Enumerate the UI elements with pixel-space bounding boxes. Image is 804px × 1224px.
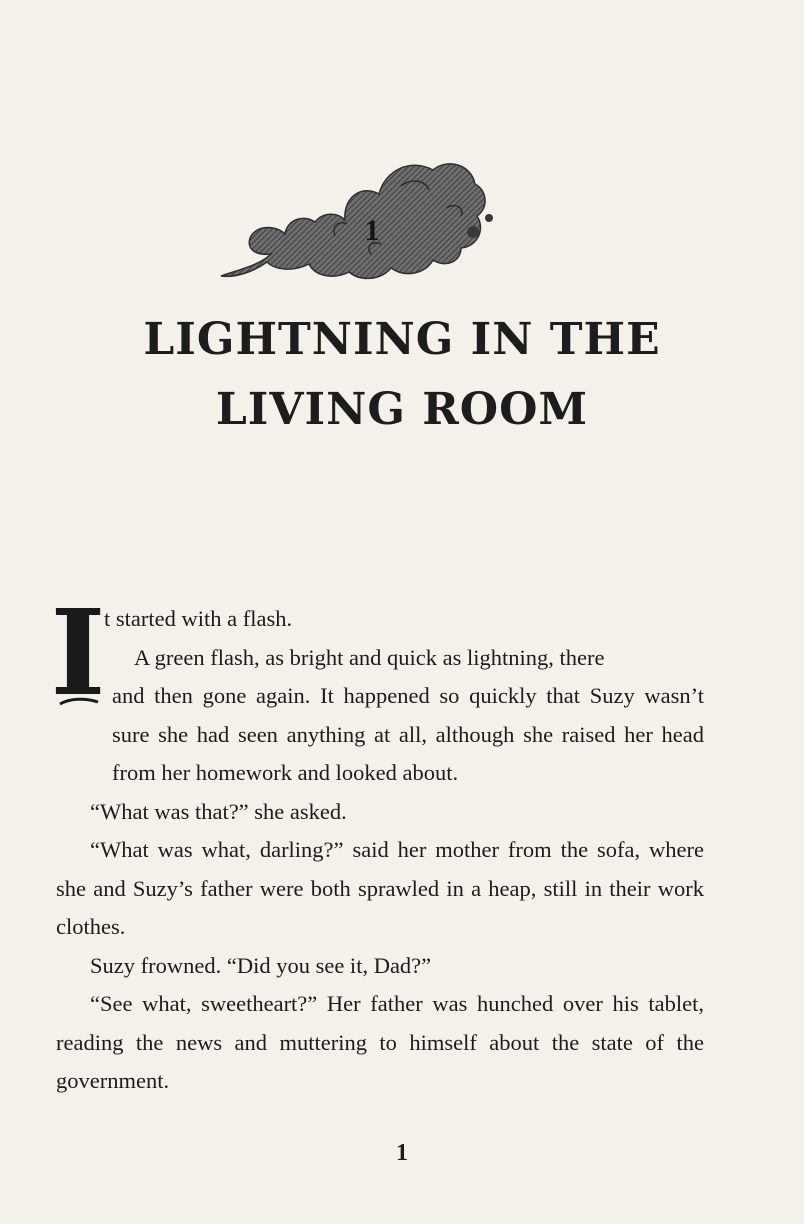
paragraph: “What was that?” she asked. — [90, 798, 347, 824]
paragraph: Suzy frowned. “Did you see it, Dad?” — [90, 952, 432, 978]
paragraph: “What was what, darling?” said her mother from the sofa, where she and Suzy’s father were both sprawled in a heap, still in their work clothes. — [56, 837, 704, 939]
svg-text:I: I — [50, 583, 106, 722]
drop-cap-letter — [50, 583, 106, 722]
chapter-number: 1 — [364, 214, 380, 247]
paragraph-text: A green flash, as bright and quick as lightning, there — [134, 644, 605, 670]
chapter-title — [0, 305, 804, 445]
chapter-title-line-2: LIVING ROOM — [215, 384, 589, 435]
chapter-title-line-1: LIGHTNING IN THE — [143, 314, 661, 365]
paragraph-text: and then gone again. It happened so quickly that Suzy wasn’t sure she had seen anything at all, although she raised her head from her homework and looked about. — [112, 683, 704, 785]
paragraph-text: t started with a flash. — [104, 606, 293, 631]
chapter-body — [50, 583, 704, 1101]
paragraph: “See what, sweetheart?” Her father was hunched over his tablet, reading the news and muttering to himself about the state of the government. — [56, 991, 704, 1093]
paragraph — [56, 677, 704, 793]
page-number: 1 — [396, 1140, 408, 1166]
paragraph — [56, 639, 704, 678]
